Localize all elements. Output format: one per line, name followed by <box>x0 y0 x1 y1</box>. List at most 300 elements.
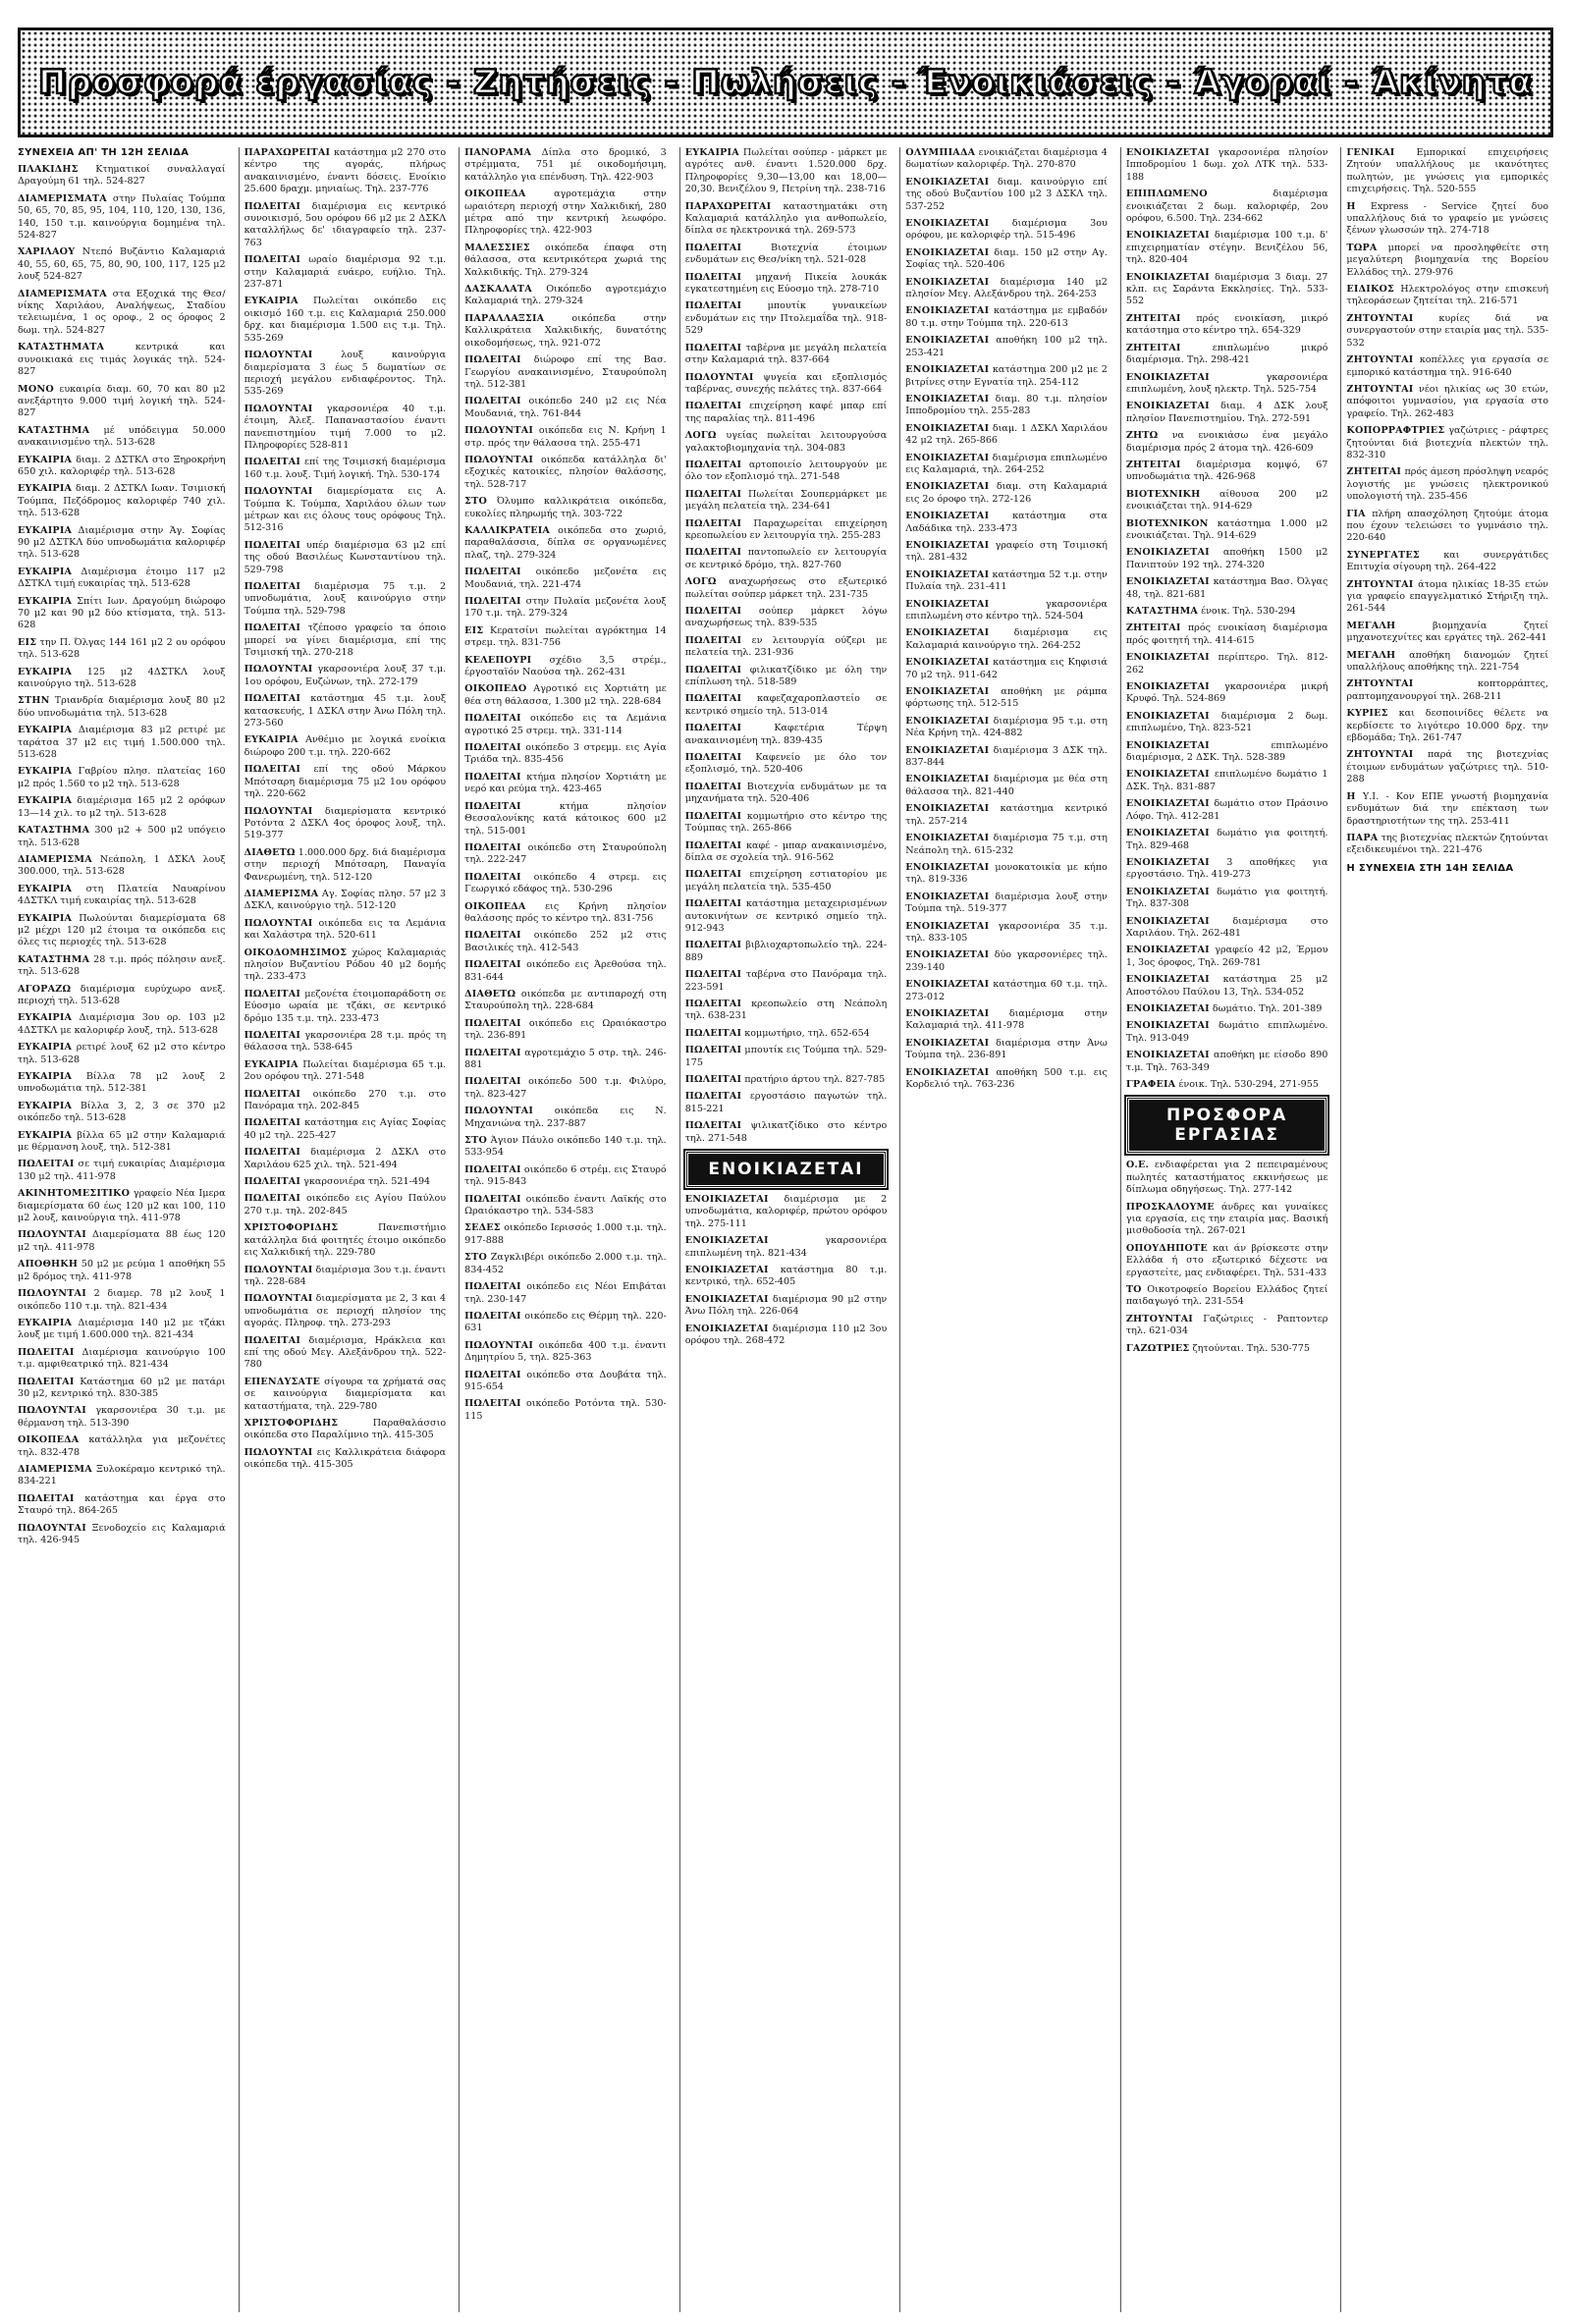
classified-ad <box>905 1067 1108 1092</box>
ad-text: οικόπεδα έπαφα στη θάλασσα, στα κεντρικότερα χωριά της Χαλκιδικής. Τηλ. 279-324 <box>464 242 667 278</box>
ad-text: Καφενείο με όλο τον εξοπλισμό, τηλ. 520-406 <box>684 752 888 776</box>
ad-text: γραφείο Νέα Ιμερα διαμερίσματα 60 έως 120 μ2 και 100, 110 μ2 λουξ, καινούργια τηλ. 411-978 <box>18 1188 226 1224</box>
ad-keyword: ΠΩΛΟΥΝΤΑΙ <box>244 403 313 414</box>
classified-ad <box>244 1089 447 1113</box>
classified-ad <box>1126 489 1328 513</box>
ad-keyword: ΧΑΡΙΛΑΟΥ <box>18 246 76 258</box>
ad-keyword: Ο.Ε. <box>1125 1160 1149 1171</box>
ad-text: διαμέρισμα 3 διαμ. 27 κλπ. εις Σαράντα Εκκλησίες. Τηλ. 533-552 <box>1125 271 1328 307</box>
ad-keyword: ΛΟΓΩ <box>684 576 717 588</box>
classified-ad <box>18 1347 226 1372</box>
ad-keyword: ΕΝΟΙΚΙΑΖΕΤΑΙ <box>684 1265 769 1276</box>
ad-keyword: ΔΙΑΘΕΤΩ <box>244 846 296 858</box>
ad-keyword: ΔΙΑΜΕΡΙΣΜΑ <box>244 888 319 899</box>
ad-text: σχέδιο 3,5 στρέμ., έργοσταϊόν Ναούσα τηλ. 262-431 <box>464 654 667 678</box>
classified-ad <box>464 189 667 238</box>
ad-text: αποθήκη 1500 μ2 Πανιπτούν 192 τηλ. 274-320 <box>1125 547 1328 570</box>
ad-keyword: ΠΩΛΟΥΝΤΑΙ <box>464 1339 534 1351</box>
classified-ad <box>244 1377 447 1413</box>
ad-keyword: ΓΕΝΙΚΑΙ <box>1346 147 1395 158</box>
classified-ad <box>18 766 226 790</box>
classified-ad <box>685 547 888 571</box>
classified-ad <box>1126 974 1328 999</box>
classified-ad <box>464 525 667 562</box>
ad-keyword: ΔΑΣΚΑΛΑΤΑ <box>464 284 532 296</box>
ad-text: και δεσποινίδες θέλετε να κερδίσετε το λιγότερο 10.000 δρχ. την εβδομάδα; Τηλ. 261-747 <box>1346 708 1548 744</box>
classified-ad <box>18 1288 226 1313</box>
ad-keyword: ΚΕΛΕΠΟΥΡΙ <box>464 654 532 666</box>
ad-text: Πωλείται οικόπεδο εις οικισμό 160 τ.μ. εις Καλαμαριά 250.000 δρχ. και διαμέρισμα 1.500 εις τ.μ. Τηλ. 535-269 <box>244 296 447 344</box>
ad-keyword: ΠΩΛΕΙΤΑΙ <box>464 713 521 725</box>
ad-keyword: ΠΩΛΕΙΤΑΙ <box>684 401 742 412</box>
classified-ad <box>464 1164 667 1189</box>
ad-text: Παραθαλάσσιο οικόπεδα στο Παραλίμνιο τηλ. 415-305 <box>244 1417 447 1441</box>
classified-ad <box>905 686 1108 711</box>
classified-ad <box>1126 459 1328 484</box>
classified-ad <box>685 1045 888 1069</box>
classified-ad <box>1126 230 1328 266</box>
classified-ad <box>1346 313 1548 350</box>
ad-keyword: ΕΝΟΙΚΙΑΖΕΤΑΙ <box>905 657 990 669</box>
ad-text: κατάστημα 200 μ2 με 2 βιτρίνες στην Εγνατία τηλ. 254-112 <box>905 364 1108 388</box>
classified-ad <box>1126 372 1328 397</box>
ad-text: οικόπεδο εις Άρεθούσα τηλ. 831-644 <box>464 959 667 983</box>
ad-keyword: ΠΩΛΟΥΝΤΑΙ <box>244 1446 313 1458</box>
ad-keyword: ΕΙΔΙΚΟΣ <box>1346 284 1395 296</box>
classified-ad <box>905 774 1108 798</box>
ad-text: διαμέρισμα στην Καλαμαριά τηλ. 411-978 <box>905 1007 1108 1032</box>
ad-text: Εμπορικαί επιχειρήσεις Ζητούν υπαλλήλους με ικανότητες πωλητών, με γνώσεις για εμπορικές επιχειρήσεις. Τηλ. 520-555 <box>1346 147 1548 195</box>
classified-ad <box>685 1194 888 1230</box>
classified-ad <box>685 1235 888 1260</box>
classified-ad <box>18 795 226 820</box>
ad-text: Οικόπεδο αγροτεμάχιο Καλαμαριά τηλ. 279-324 <box>464 284 667 307</box>
ad-text: Πωλείται Σουπερμάρκετ με μεγάλη πελατεία τηλ. 234-641 <box>684 488 888 513</box>
ad-text: κατάστημα 60 τ.μ. τηλ. 273-012 <box>905 979 1108 1002</box>
ad-text: μπορεί να προσληφθείτε στη μεγαλύτερη βιομηχανία της Βορείου Ελλάδος τηλ. 279-976 <box>1346 242 1548 278</box>
ad-keyword: ΠΩΛΕΙΤΑΙ <box>464 930 521 942</box>
classified-ad <box>244 1117 447 1142</box>
ad-text: κοπέλλες για εργασία σε εμπορικό κατάστημα τηλ. 916-640 <box>1346 354 1548 378</box>
ad-keyword: ΕΝΟΙΚΙΑΖΕΤΑΙ <box>905 481 990 493</box>
ad-keyword: ΖΗΤΟΥΝΤΑΙ <box>1346 312 1414 324</box>
classifieds-banner <box>18 27 1553 137</box>
ad-text: πρός ενοικίαση διαμέρισμα πρός φοιτητή τηλ. 414-615 <box>1125 622 1328 646</box>
ad-text: πρός άμεση πρόσληψη νεαρός λογιστής με γνώσεις ηλεκτρονικού υπολογιστή τηλ. 235-456 <box>1346 466 1548 503</box>
ad-keyword: ΔΙΑΘΕΤΩ <box>464 988 516 1000</box>
ad-text: διαμέρισμα, Ηράκλεια και επί της οδού Μεγ. Αλεξάνδρου τηλ. 522-780 <box>244 1334 447 1371</box>
ad-keyword: ΠΩΛΕΙΤΑΙ <box>18 1159 75 1170</box>
classified-ad <box>464 354 667 391</box>
classified-ad <box>1346 579 1548 616</box>
ad-keyword: ΠΩΛΕΙΤΑΙ <box>684 606 742 617</box>
classified-ad <box>244 350 447 399</box>
ad-text: αρτοποιείο λειτουργούν με όλο τον εξοπλισμό τηλ. 271-548 <box>684 459 888 483</box>
classified-ad <box>1346 550 1548 574</box>
ad-keyword: ΕΝΟΙΚΙΑΖΕΤΑΙ <box>1125 147 1210 158</box>
ad-keyword: ΠΩΛΕΙΤΑΙ <box>684 547 742 559</box>
ad-keyword: ΠΩΛΕΙΤΑΙ <box>464 841 521 853</box>
ad-keyword: ΚΑΤΑΣΤΗΜΑ <box>1125 606 1199 617</box>
ad-text: γκαρσονιέρα τηλ. 521-494 <box>303 1176 431 1188</box>
ad-text: κομμωτήριο στο κέντρο της Τούμπας τηλ. 265-866 <box>684 810 888 835</box>
classified-ad <box>18 384 226 420</box>
ad-text: διαμέρισμα ευρύχωρο ανεξ. περιοχή τηλ. 513-628 <box>18 983 226 1006</box>
ad-keyword: ΕΠΕΝΔΥΣΑΤΕ <box>244 1376 320 1387</box>
ad-text: 50 μ2 με ρεύμα 1 αποθήκη 55 μ2 δρόμος τηλ. 411-978 <box>18 1259 226 1282</box>
ad-keyword: ΖΗΤΕΙΤΑΙ <box>1125 312 1181 324</box>
classified-ad <box>1126 1020 1328 1045</box>
ad-keyword: ΕΝΟΙΚΙΑΖΕΤΑΙ <box>905 218 990 230</box>
ad-keyword: ΠΩΛΕΙΤΑΙ <box>684 342 742 353</box>
ad-keyword: ΕΝΟΙΚΙΑΖΕΤΑΙ <box>684 1194 769 1206</box>
ad-text: αγροτεμάχιο 5 στρ. τηλ. 246-881 <box>464 1047 667 1070</box>
ad-text: στην Πυλαία μεζονέτα λουξ 170 τ.μ. τηλ. 279-324 <box>464 596 667 620</box>
ad-text: Κατάστημα 60 μ2 με πατάρι 30 μ2, κεντρικό τηλ. 830-385 <box>18 1376 226 1399</box>
ad-keyword: ΕΝΟΙΚΙΑΖΕΤΑΙ <box>905 539 990 551</box>
ad-text: Υ.Ι. - Κον ΕΠΕ γνωστή βιομηχανία ενδυμάτων διά την επέκταση των δραστηριοτήτων της τηλ. 253-411 <box>1346 790 1548 827</box>
ad-text: διαμέρισμα με 2 υπνοδωμάτια, καλοριφέρ, πρώτου ορόφου τηλ. 275-111 <box>684 1194 888 1229</box>
ad-text: οικόπεδο Ιερισσός 1.000 τ.μ. τηλ. 917-888 <box>464 1222 667 1246</box>
classified-ad <box>1126 711 1328 735</box>
ad-keyword: ΠΩΛΕΙΤΑΙ <box>18 1346 75 1358</box>
ad-text: οικόπεδο 3 στρεμμ. εις Αγία Τριάδα τηλ. 835-456 <box>464 742 667 766</box>
ad-keyword: ΕΝΟΙΚΙΑΖΕΤΑΙ <box>905 833 990 844</box>
classified-ad <box>244 989 447 1025</box>
ad-keyword: ΕΝΟΙΚΙΑΖΕΤΑΙ <box>905 774 990 785</box>
ad-keyword: ΕΝΟΙΚΙΑΖΕΤΑΙ <box>905 715 990 727</box>
ad-text: κοπτορράπτες, ραπτομηχανουργοί τηλ. 268-211 <box>1346 678 1548 702</box>
classified-ad <box>685 723 888 747</box>
classified-ad <box>685 201 888 238</box>
ad-keyword: ΓΑΖΩΤΡΙΕΣ <box>1125 1342 1190 1354</box>
ad-text: κατάστημα 45 τ.μ. λουξ κατασκευής, 1 ΔΣΚΛ στην Άνω Πόλη τηλ. 273-560 <box>244 693 447 730</box>
ad-text: δωμάτιο για φοιτητή. Τηλ. 837-308 <box>1125 886 1328 910</box>
classified-ad <box>18 1012 226 1037</box>
classified-ad <box>18 289 226 338</box>
ad-text: διώροφο επί της Βασ. Γεωργίου ανακαινισμένο, Σταυρούπολη τηλ. 512-381 <box>464 354 667 390</box>
ad-keyword: ΕΥΚΑΙΡΙΑ <box>244 296 298 307</box>
ad-keyword: ΕΥΚΑΙΡΙΑ <box>18 1042 73 1054</box>
ad-text: νέοι ηλικίας ως 30 ετών, απόφοιτοι γυμνασίου, για εργασία στο γραφείο. Τηλ. 262-483 <box>1346 383 1548 419</box>
ad-keyword: ΠΩΛΕΙΤΑΙ <box>684 300 742 312</box>
ad-text: βιβλιοχαρτοπωλείο τηλ. 224-889 <box>684 940 888 963</box>
classified-ad <box>464 147 667 184</box>
classified-ad <box>1126 1343 1328 1355</box>
ad-keyword: ΖΗΤΕΙΤΑΙ <box>1125 459 1181 470</box>
ad-keyword: ΟΙΚΟΠΕΔΑ <box>464 900 526 912</box>
ad-keyword: ΠΩΛΕΙΤΑΙ <box>684 1045 742 1056</box>
classified-ad <box>18 1188 226 1224</box>
classified-ad <box>464 1076 667 1101</box>
ad-keyword: ΠΩΛΟΥΝΤΑΙ <box>464 454 534 465</box>
classified-ad <box>685 635 888 660</box>
classified-ad <box>244 734 447 759</box>
ad-text: φιλικατζίδικο με όλη την επίπλωση τηλ. 518-589 <box>684 664 888 688</box>
ad-keyword: ΠΩΛΟΥΝΤΑΙ <box>244 664 313 676</box>
ad-keyword: ΕΝΟΙΚΙΑΖΕΤΑΙ <box>905 568 990 580</box>
ad-text: Ανθέμιο με λογικά ενοίκια διώροφο 200 τ.μ. τηλ. 220-662 <box>244 734 447 758</box>
ad-text: Τριανδρία διαμέρισμα λουξ 80 μ2 δύο υπνοδωμάτια τηλ. 513-628 <box>18 695 226 719</box>
ad-text: δωμάτιο στον Πράσινο Λόφο. Τηλ. 412-281 <box>1125 798 1328 822</box>
ad-text: Κτηματικοί συναλλαγαί Δραγούμη 61 τηλ. 524-827 <box>18 164 226 188</box>
ad-keyword: ΠΡΟΣΚΑΛΟΥΜΕ <box>1125 1201 1215 1213</box>
ad-keyword: ΔΙΑΜΕΡΙΣΜΑΤΑ <box>18 288 107 299</box>
classified-ad <box>244 1059 447 1084</box>
ad-keyword: ΠΩΛΕΙΤΑΙ <box>684 271 742 283</box>
ad-text: και άν βρίσκεστε στην Ελλάδα ή στο εξωτερικό δέχεστε να εργαστείτε, μας ενδιαφέρει. Τηλ. 531-433 <box>1125 1242 1328 1278</box>
ad-keyword: ΠΩΛΕΙΤΑΙ <box>464 1017 521 1029</box>
classified-ad <box>244 201 447 250</box>
classified-ad <box>1126 1314 1328 1338</box>
ad-text: Άγιον Πάυλο οικόπεδο 140 τ.μ. τηλ. 533-954 <box>464 1135 667 1159</box>
classified-column-1 <box>18 147 231 2312</box>
classified-ad <box>18 1159 226 1183</box>
ad-keyword: ΒΙΟΤΕΧΝΙΚΗ <box>1125 488 1201 500</box>
continued-from-header: ΣΥΝΕΧΕΙΑ ΑΠ' ΤΗ 12Η ΣΕΛΙΔΑ <box>18 147 190 158</box>
ad-keyword: ΠΩΛΕΙΤΑΙ <box>244 764 301 776</box>
ad-text: κατάστημα και έργα στο Σταυρό τηλ. 864-265 <box>18 1492 226 1517</box>
ad-text: οικόπεδο στη Σταυρούπολη τηλ. 222-247 <box>464 841 667 866</box>
classified-ad <box>18 1259 226 1283</box>
ad-text: διαμέρισμα 3ου ορόφου, με καλοριφέρ τηλ. 515-496 <box>905 218 1108 242</box>
ad-keyword: ΠΩΛΟΥΝΤΑΙ <box>244 805 313 817</box>
ad-text: διαμέρισμα κομψό, 67 υπνοδωμάτια τηλ. 426-968 <box>1125 459 1328 483</box>
classified-ad <box>685 1028 888 1040</box>
ad-keyword: ΕΝΟΙΚΙΑΖΕΤΑΙ <box>905 979 990 991</box>
classified-ad <box>464 243 667 279</box>
classified-ad <box>905 453 1108 477</box>
classified-ad <box>685 401 888 425</box>
ad-keyword: ΠΩΛΕΙΤΑΙ <box>464 596 521 607</box>
ad-keyword: ΕΥΚΑΙΡΙΑ <box>18 1129 73 1141</box>
ad-text: στην Πυλαίας Τούμπα 50, 65, 70, 85, 95, 104, 110, 120, 130, 136, 140, 150 τ.μ. καινούργια δομημένα τηλ. 524-827 <box>18 192 226 242</box>
classified-ad <box>464 1281 667 1306</box>
classified-ad <box>18 1405 226 1430</box>
ad-keyword: ΠΩΛΕΙΤΑΙ <box>244 988 301 1000</box>
ad-keyword: ΕΝΟΙΚΙΑΖΕΤΑΙ <box>905 422 990 434</box>
ad-keyword: ΠΩΛΕΙΤΑΙ <box>464 1281 521 1293</box>
ad-keyword: ΕΝΟΙΚΙΑΖΕΤΑΙ <box>905 246 990 258</box>
classified-ad <box>18 425 226 450</box>
classified-ad <box>18 637 226 662</box>
ad-text: διαμερίσματα κεντρικό Ροτόντα 2 ΔΣΚΛ 4ος όροφος λουξ, τηλ. 519-377 <box>244 805 447 841</box>
ad-text: Όλυμπο καλλικράτεια οικόπεδα, ευκολίες πληρωμής τηλ. 303-722 <box>464 496 667 519</box>
ad-keyword: ΕΝΟΙΚΙΑΖΕΤΑΙ <box>905 803 990 815</box>
classified-ad <box>464 1194 667 1218</box>
ad-text: 2 διαμερ. 78 μ2 λουξ 1 οικόπεδο 110 τ.μ. τηλ. 821-434 <box>18 1288 226 1312</box>
classified-ad <box>18 1101 226 1125</box>
ad-keyword: ΕΝΟΙΚΙΑΖΕΤΑΙ <box>1125 401 1210 412</box>
classified-ad <box>905 627 1108 652</box>
ad-text: ζητούνται. Τηλ. 530-775 <box>1192 1342 1310 1354</box>
classified-ad <box>464 742 667 767</box>
ad-text: οικόπεδο 4 στρεμ. εις Γεωργικό εδάφος τηλ. 530-296 <box>464 871 667 895</box>
classified-ad <box>685 1120 888 1145</box>
classified-ad <box>18 1042 226 1066</box>
ad-text: αναχωρήσεως στο εξωτερικό πωλείται σούπερ μάρκετ τηλ. 231-735 <box>684 576 888 600</box>
ad-keyword: ΠΩΛΕΙΤΑΙ <box>464 959 521 971</box>
ad-keyword: ΤΩΡΑ <box>1346 242 1378 253</box>
ad-text: οικόπεδο εις Νέοι Επιβάται τηλ. 230-147 <box>464 1281 667 1305</box>
ad-keyword: ΠΩΛΕΙΤΑΙ <box>464 396 521 407</box>
classified-ad <box>18 1130 226 1155</box>
ad-keyword: ΠΩΛΕΙΤΑΙ <box>684 664 742 676</box>
ad-keyword: ΠΩΛΕΙΤΑΙ <box>244 1147 301 1159</box>
ad-keyword: ΕΝΟΙΚΙΑΖΕΤΑΙ <box>1125 1020 1210 1032</box>
ad-text: παρά της βιοτεχνίας έτοιμων ενδυμάτων γαζώτριες τηλ. 510-288 <box>1346 749 1548 785</box>
ad-keyword: ΕΝΟΙΚΙΑΖΕΤΑΙ <box>1125 576 1210 588</box>
ad-keyword: ΕΝΟΙΚΙΑΖΕΤΑΙ <box>905 176 990 188</box>
classified-ad <box>905 1008 1108 1033</box>
ad-text: κατάστημα 52 τ.μ. στην Πυλαία τηλ. 231-411 <box>905 568 1108 593</box>
ad-keyword: ΖΗΤΟΥΝΤΑΙ <box>1346 749 1414 761</box>
classified-ad <box>464 425 667 450</box>
ad-keyword: ΠΩΛΕΙΤΑΙ <box>684 1074 742 1085</box>
ad-keyword: ΕΝΟΙΚΙΑΖΕΤΑΙ <box>905 861 990 873</box>
classified-ad <box>1126 1003 1328 1015</box>
ad-text: Ηλεκτρολόγος στην επισκευή τηλεοράσεων ζητείται τηλ. 216-571 <box>1346 284 1548 307</box>
classified-ad <box>244 1335 447 1372</box>
ad-keyword: ΕΠΙΠΛΩΜΕΝΟ <box>1125 189 1208 200</box>
ad-keyword: ΕΝΟΙΚΙΑΖΕΤΑΙ <box>1125 769 1210 781</box>
ad-keyword: ΕΝΟΙΚΙΑΖΕΤΑΙ <box>684 1293 769 1305</box>
classified-ad <box>685 1324 888 1348</box>
classified-ad <box>685 459 888 484</box>
ad-keyword: ΛΟΓΩ <box>684 430 717 442</box>
ad-keyword: ΠΩΛΕΙΤΑΙ <box>464 1193 521 1205</box>
ad-text: διαμέρισμα εις Καλαμαριά καινούργιο τηλ. 264-252 <box>905 627 1108 651</box>
ad-text: διαμερίσματα εις Α. Τούμπα Κ. Τούμπα, Χαριλάου όλων των μέτρων και εις όλους τους ορόφους Τηλ. 512-316 <box>244 486 447 534</box>
ad-text: κεντρικά και συνοικιακά εις τιμάς λογικάς τηλ. 524-827 <box>18 342 226 378</box>
classified-ad <box>905 481 1108 506</box>
ad-keyword: ΠΩΛΕΙΤΑΙ <box>244 1176 301 1188</box>
ad-text: πρατήριο άρτου τηλ. 827-785 <box>744 1074 886 1085</box>
classified-ad <box>18 342 226 378</box>
classified-ad <box>685 343 888 367</box>
ad-keyword: ΠΩΛΕΙΤΑΙ <box>244 693 301 705</box>
classified-ad <box>1346 147 1548 196</box>
classified-ad <box>244 404 447 453</box>
ad-text: ψυγεία και εξοπλισμός ταβέρνας, συνεχής πελάτες τηλ. 837-664 <box>684 371 888 395</box>
ad-text: κρεοπωλείο στη Νεάπολη τηλ. 638-231 <box>684 998 888 1022</box>
classified-ad <box>464 567 667 591</box>
ad-keyword: ΧΡΙΣΤΟΦΟΡΙΔΗΣ <box>244 1417 339 1429</box>
ad-keyword: ΚΑΤΑΣΤΗΜΑΤΑ <box>18 342 105 353</box>
classified-ad <box>905 218 1108 243</box>
ad-keyword: ΠΩΛΕΙΤΑΙ <box>684 898 742 910</box>
ad-keyword: ΕΝΟΙΚΙΑΖΕΤΑΙ <box>684 1323 769 1334</box>
ad-keyword: ΠΩΛΟΥΝΤΑΙ <box>464 1106 534 1117</box>
classified-ad <box>464 496 667 520</box>
classified-ad <box>464 959 667 984</box>
ad-text: γκαρσονιέρα επιπλωμένη, λουξ ηλεκτρ. Τηλ. 525-754 <box>1125 371 1328 395</box>
ad-keyword: ΕΝΟΙΚΙΑΖΕΤΑΙ <box>1125 681 1210 693</box>
ad-keyword: ΣΥΝΕΡΓΑΤΕΣ <box>1346 549 1420 561</box>
ad-keyword: ΠΩΛΕΙΤΑΙ <box>684 634 742 646</box>
ad-text: διαμ. 1 ΔΣΚΛ Χαριλάου 42 μ2 τηλ. 265-866 <box>905 422 1108 447</box>
ad-keyword: ΟΠΟΥΔΗΠΟΤΕ <box>1125 1242 1208 1254</box>
ad-keyword: ΣΤΗΝ <box>18 695 50 707</box>
classified-ad <box>244 764 447 800</box>
classified-ad <box>685 243 888 267</box>
ad-text: οικόπεδα με αντιπαροχή στη Σταυρούπολη τηλ. 228-684 <box>464 988 667 1012</box>
classified-column-2 <box>239 147 452 2312</box>
classified-ad <box>244 1418 447 1442</box>
ad-keyword: ΠΩΛΕΙΤΑΙ <box>244 1334 301 1346</box>
classified-ad <box>685 969 888 994</box>
ad-text: αίθουσα 200 μ2 ενοικιάζεται τηλ. 914-629 <box>1125 488 1328 513</box>
ad-keyword: ΠΩΛΕΙΤΑΙ <box>244 1193 301 1205</box>
ad-keyword: ΖΗΤΕΙΤΑΙ <box>1125 342 1181 353</box>
classified-ad <box>1126 798 1328 823</box>
classified-ad <box>685 576 888 601</box>
ad-text: διαμέρισμα με θέα στη θάλασσα τηλ. 821-440 <box>905 774 1108 797</box>
ad-text: οικόπεδα εις Ν. Μηχανιώνα τηλ. 237-887 <box>464 1106 667 1129</box>
ad-text: διαμέρισμα 2 δωμ. επιπλωμένο, Τηλ. 823-521 <box>1125 710 1328 734</box>
ad-keyword: ΕΝΟΙΚΙΑΖΕΤΑΙ <box>1125 371 1210 383</box>
ad-keyword: ΑΠΟΘΗΚΗ <box>18 1259 79 1270</box>
ad-text: γκαρσονιέρα επιπλωμένη στο κέντρο τηλ. 524-504 <box>905 598 1108 622</box>
ad-text: Βίλλα 3, 2, 3 σε 370 μ2 οικόπεδο τηλ. 513-628 <box>18 1100 226 1124</box>
ad-text: μέ υπόδειγμα 50.000 ανακαινισμένο τηλ. 513-628 <box>18 424 226 449</box>
ad-text: Γαζώτριες - Ραπτοντερ τηλ. 621-034 <box>1125 1313 1328 1337</box>
ad-keyword: ΚΥΡΙΕΣ <box>1346 708 1388 720</box>
ad-text: εν λειτουργία ούζερι με πελατεία τηλ. 231-936 <box>684 634 888 659</box>
classified-ad <box>464 930 667 954</box>
classified-ad <box>685 782 888 806</box>
classified-column-3 <box>459 147 672 2312</box>
ad-keyword: ΖΗΤΕΙΤΑΙ <box>1125 622 1181 634</box>
classified-ad <box>464 1222 667 1247</box>
ad-text: κατάστημα στα Λαδάδικα τηλ. 233-473 <box>905 511 1108 534</box>
ad-keyword: ΠΩΛΕΙΤΑΙ <box>464 1398 521 1410</box>
classified-ad <box>905 177 1108 213</box>
ad-text: Διαμέρισμα καινούργιο 100 τ.μ. αμφιθεατρικό τηλ. 821-434 <box>18 1346 226 1371</box>
ad-text: να ενοικιάσω ένα μεγάλο διαμέρισμα πρός 2 άτομα τηλ. 426-609 <box>1125 430 1328 454</box>
ad-keyword: ΠΩΛΕΙΤΑΙ <box>244 1117 301 1129</box>
ad-text: Βιοτεχνία έτοιμων ενδυμάτων εις Θεσ/νίκη τηλ. 521-028 <box>684 242 888 266</box>
classified-ad <box>18 1523 226 1547</box>
ad-keyword: ΠΩΛΕΙΤΑΙ <box>464 771 521 783</box>
ad-keyword: ΕΥΚΑΙΡΙΑ <box>684 147 739 158</box>
ad-text: Πανεπιστήμιο κατάλληλα διά φοιτητές έτοιμο οικόπεδο εις Χαλκιδική τηλ. 229-780 <box>244 1222 447 1259</box>
ad-text: οικόπεδο στα Δουβάτα τηλ. 915-654 <box>464 1369 667 1392</box>
classified-ad <box>244 296 447 345</box>
ad-keyword: ΟΙΚΟΠΕΔΑ <box>464 189 526 200</box>
classified-ad <box>18 1464 226 1488</box>
banner-title: Προσφορά έργασίας - Ζητήσεις - Πωλήσεις - Ένοικιάσεις - Άγοραί - Άκίνητα <box>38 63 1533 102</box>
ad-keyword: ΜΑΛΕΣΣΙΕΣ <box>464 242 530 253</box>
classified-ad <box>1346 650 1548 675</box>
classified-ad <box>244 693 447 730</box>
classified-ad <box>1126 622 1328 647</box>
classified-ad <box>464 655 667 679</box>
classified-ad <box>905 716 1108 740</box>
classified-ad <box>905 305 1108 330</box>
ad-text: διαμ. 4 ΔΣΚ λουξ πλησίον Πανεπιστημίου. Τηλ. 272-591 <box>1125 401 1328 424</box>
ad-keyword: ΕΥΚΑΙΡΙΑ <box>18 595 73 607</box>
classified-column-6 <box>1120 147 1333 2312</box>
classified-ad <box>464 772 667 796</box>
classified-ad <box>464 1106 667 1130</box>
ad-text: κατάστημα μ2 270 στο κέντρο της αγοράς, πλήρως ανακαινισμένο, έναντι δόσεις. Ενοίκιο 25.600 δραχμ. μηνιαίως. Τηλ. 237-776 <box>244 147 447 195</box>
ad-keyword: ΕΥΚΑΙΡΙΑ <box>18 524 73 536</box>
classified-ad <box>685 489 888 513</box>
classified-ad <box>1126 518 1328 543</box>
ad-text: δωμάτιο για φοιτητή. Τηλ. 829-468 <box>1125 828 1328 851</box>
ad-keyword: ΣΤΟ <box>464 1252 488 1264</box>
